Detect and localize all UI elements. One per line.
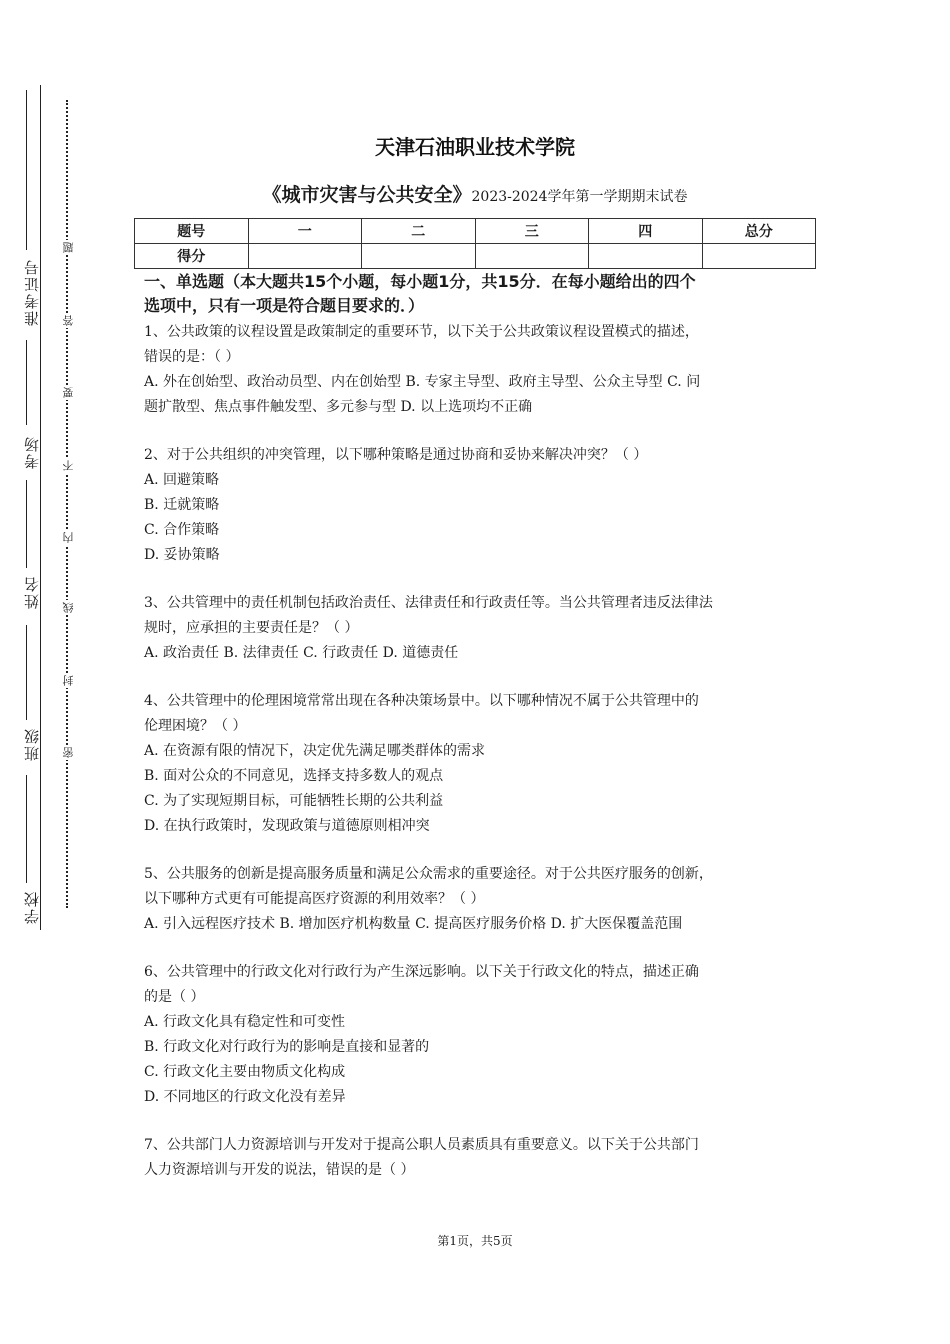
question-5 [144, 862, 814, 937]
seal-char: 内 [62, 532, 75, 543]
question-3 [144, 591, 814, 666]
score-cell [702, 244, 816, 269]
score-header-cell: 总分 [702, 219, 816, 244]
field-exam-room-label: 考场 [23, 435, 41, 469]
exam-term: 2023-2024学年第一学期期末试卷 [471, 189, 688, 205]
seal-char: 题 [62, 242, 75, 253]
seal-char: 封 [62, 675, 75, 686]
score-cell [362, 244, 476, 269]
question-stem: 规时，应承担的主要责任是？（ ） [144, 620, 359, 636]
course-name: 《城市灾害与公共安全》 [262, 184, 472, 206]
score-cell [589, 244, 703, 269]
score-header-cell: 三 [475, 219, 589, 244]
option-b: B. 行政文化对行政行为的影响是直接和显著的 [144, 1039, 430, 1055]
option-a: A. 在资源有限的情况下，决定优先满足哪类群体的需求 [144, 743, 486, 759]
section-heading-line: 一、单选题（本大题共15个小题，每小题1分，共15分．在每小题给出的四个 [144, 272, 696, 291]
seal-char: 密 [62, 747, 75, 758]
option-a: A. 行政文化具有稳定性和可变性 [144, 1014, 346, 1030]
question-stem: 5、公共服务的创新是提高服务质量和满足公众需求的重要途径。对于公共医疗服务的创新， [144, 866, 713, 882]
question-options: 题扩散型、焦点事件触发型、多元参与型 D. 以上选项均不正确 [144, 399, 533, 415]
score-cell [475, 244, 589, 269]
option-c: C. 行政文化主要由物质文化构成 [144, 1064, 346, 1080]
question-stem: 的是（ ） [144, 989, 205, 1005]
question-options: A. 外在创始型、政治动员型、内在创始型 B. 专家主导型、政府主导型、公众主导型 C. 问 [144, 374, 701, 390]
question-2 [144, 443, 814, 568]
score-row-label: 得分 [135, 244, 249, 269]
score-table-header-row [135, 219, 816, 244]
field-exam-number-line [26, 90, 27, 250]
exam-title [0, 180, 950, 207]
question-stem: 人力资源培训与开发的说法，错误的是（ ） [144, 1162, 415, 1178]
question-stem: 4、公共管理中的伦理困境常常出现在各种决策场景中。以下哪种情况不属于公共管理中的 [144, 693, 699, 709]
question-7 [144, 1133, 814, 1183]
question-stem: 6、公共管理中的行政文化对行政行为产生深远影响。以下关于行政文化的特点，描述正确 [144, 964, 699, 980]
question-stem: 3、公共管理中的责任机制包括政治责任、法律责任和行政责任等。当公共管理者违反法律法 [144, 595, 713, 611]
option-d: D. 在执行政策时，发现政策与道德原则相冲突 [144, 818, 430, 834]
option-b: B. 迁就策略 [144, 497, 220, 513]
field-exam-number-label: 准考证号 [23, 258, 41, 326]
question-4 [144, 689, 814, 839]
seal-char: 要 [62, 387, 75, 398]
score-header-cell: 四 [589, 219, 703, 244]
question-options: A. 引入远程医疗技术 B. 增加医疗机构数量 C. 提高医疗服务价格 D. 扩大医保覆盖范围 [144, 916, 683, 932]
option-c: C. 为了实现短期目标，可能牺牲长期的公共利益 [144, 793, 444, 809]
question-stem: 错误的是：（ ） [144, 349, 240, 365]
seal-dotted-line [66, 100, 68, 908]
question-stem: 7、公共部门人力资源培训与开发对于提高公职人员素质具有重要意义。以下关于公共部门 [144, 1137, 699, 1153]
score-header-cell: 二 [362, 219, 476, 244]
option-a: A. 回避策略 [144, 472, 220, 488]
option-c: C. 合作策略 [144, 522, 220, 538]
binding-line [40, 85, 41, 930]
score-header-cell: 一 [248, 219, 362, 244]
option-d: D. 不同地区的行政文化没有差异 [144, 1089, 346, 1105]
seal-char: 不 [62, 460, 75, 471]
question-list [144, 270, 814, 1206]
option-b: B. 面对公众的不同意见，选择支持多数人的观点 [144, 768, 444, 784]
question-stem: 以下哪种方式更有可能提高医疗资源的利用效率？（ ） [144, 891, 485, 907]
score-table-score-row [135, 244, 816, 269]
question-options: A. 政治责任 B. 法律责任 C. 行政责任 D. 道德责任 [144, 645, 459, 661]
field-school-line [26, 775, 27, 883]
score-cell [248, 244, 362, 269]
score-table [134, 218, 816, 269]
option-d: D. 妥协策略 [144, 547, 220, 563]
field-school-label: 学校 [23, 890, 41, 924]
field-name-label: 姓名 [23, 575, 41, 609]
field-name-line [26, 480, 27, 568]
field-class-label: 班级 [23, 727, 41, 761]
seal-char: 答 [62, 315, 75, 326]
question-stem: 2、对于公共组织的冲突管理，以下哪种策略是通过协商和妥协来解决冲突？（ ） [144, 447, 648, 463]
school-name: 天津石油职业技术学院 [375, 135, 575, 159]
section-heading-line: 选项中，只有一项是符合题目要求的．） [144, 296, 425, 315]
section-heading [144, 270, 814, 318]
field-class-line [26, 625, 27, 720]
question-stem: 伦理困境？（ ） [144, 718, 247, 734]
field-exam-room-line [26, 340, 27, 425]
question-1 [144, 320, 814, 420]
score-header-cell: 题号 [135, 219, 249, 244]
seal-char: 线 [62, 602, 75, 613]
page-footer: 第1页，共5页 [437, 1234, 513, 1248]
question-stem: 1、公共政策的议程设置是政策制定的重要环节，以下关于公共政策议程设置模式的描述， [144, 324, 699, 340]
question-6 [144, 960, 814, 1110]
